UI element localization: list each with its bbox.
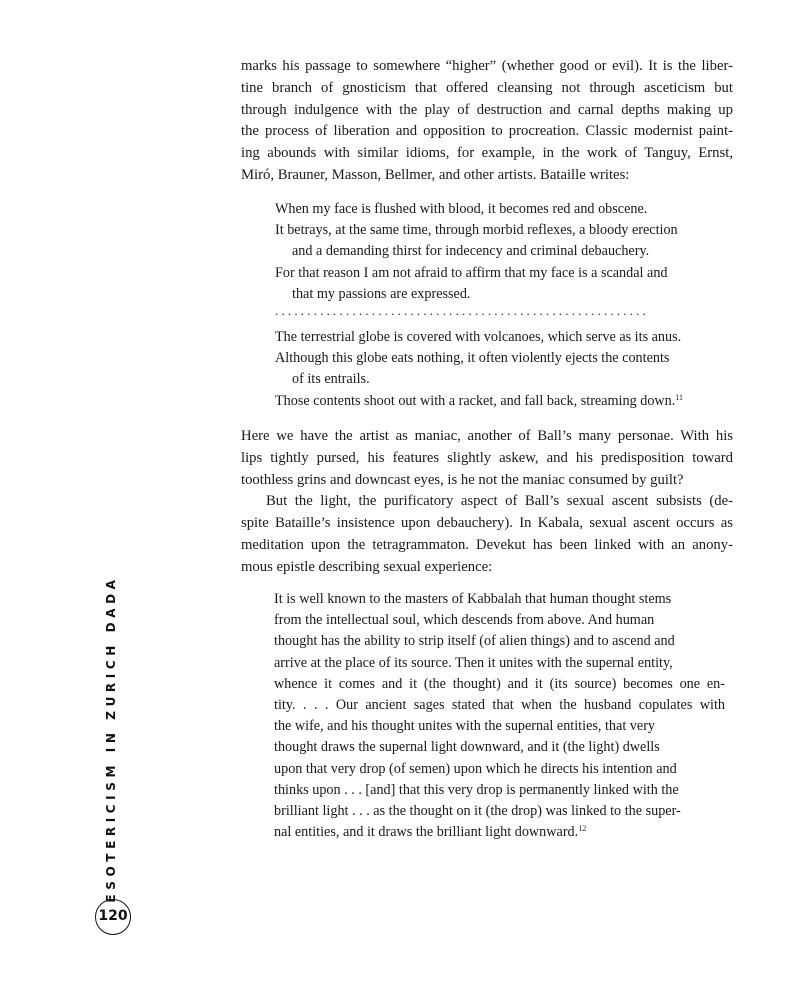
quote-line: whence it comes and it (the thought) and it (its source) becomes one en- xyxy=(274,675,725,692)
quote-line: It is well known to the masters of Kabbalah that human thought stems xyxy=(274,591,672,607)
quote-line: brilliant light . . . as the thought on it (the drop) was linked to the super- xyxy=(274,803,681,820)
quote-line: It betrays, at the same time, through morbid reflexes, a bloody erection xyxy=(275,222,678,239)
bataille-quote xyxy=(275,199,735,412)
quote-line-text: nal entities, and it draws the brilliant light downward. xyxy=(274,824,579,841)
footnote-ref: 12 xyxy=(578,824,587,834)
text-line: toothless grins and downcast eyes, is he not the maniac consumed by guilt? xyxy=(241,471,684,488)
body-text-top xyxy=(241,56,733,187)
text-line: But the light, the purificatory aspect of Ball’s sexual ascent subsists (de- xyxy=(266,493,733,510)
text-line: mous epistle describing sexual experience: xyxy=(241,558,493,575)
quote-line: The terrestrial globe is covered with volcanoes, which serve as its anus. xyxy=(275,329,682,346)
quote-line: from the intellectual soul, which descends from above. And human xyxy=(274,612,655,629)
text-line: through indulgence with the play of destruction and carnal depths making up xyxy=(241,101,733,118)
quote-line-text: Those contents shoot out with a racket, and fall back, streaming down. xyxy=(275,392,676,409)
text-line: meditation upon the tetragrammaton. Devekut has been linked with an anony- xyxy=(241,536,733,553)
text-line: ing abounds with similar idioms, for example, in the work of Tanguy, Ernst, xyxy=(241,145,733,162)
quote-line: arrive at the place of its source. Then it unites with the supernal entity, xyxy=(274,654,673,671)
quote-line: of its entrails. xyxy=(292,371,370,388)
text-line: lips tightly pursed, his features slightly askew, and his predisposition toward xyxy=(241,449,733,466)
quote-line: and a demanding thirst for indecency and criminal debauchery. xyxy=(292,243,650,260)
kabbalah-quote xyxy=(274,589,725,843)
quote-line: When my face is flushed with blood, it becomes red and obscene. xyxy=(275,201,648,217)
quote-line: upon that very drop (of semen) upon which he directs his intention and xyxy=(274,760,677,777)
footnote-ref: 11 xyxy=(675,392,684,402)
text-line: Miró, Brauner, Masson, Bellmer, and other artists. Bataille writes: xyxy=(241,166,630,183)
body-text-middle xyxy=(241,426,733,579)
quote-line xyxy=(275,391,735,412)
page-number: 120 xyxy=(95,899,131,935)
quote-line: thought draws the supernal light downward, and it (the light) dwells xyxy=(274,739,660,756)
text-line: tine branch of gnosticism that offered cleansing not through asceticism but xyxy=(241,79,733,96)
text-line: Here we have the artist as maniac, another of Ball’s many personae. With his xyxy=(241,428,733,444)
quote-line xyxy=(274,822,725,843)
ellipsis-divider: .......................................................... xyxy=(275,305,650,319)
quote-line: the wife, and his thought unites with the supernal entities, that very xyxy=(274,718,656,735)
quote-line: Although this globe eats nothing, it often violently ejects the contents xyxy=(275,350,670,367)
quote-line: thought has the ability to strip itself (of alien things) and to ascend and xyxy=(274,633,675,650)
quote-line: tity. . . . Our ancient sages stated that when the husband copulates with xyxy=(274,697,725,714)
quote-line: For that reason I am not afraid to affirm that my face is a scandal and xyxy=(275,264,668,281)
quote-line: that my passions are expressed. xyxy=(292,285,471,302)
text-line: marks his passage to somewhere “higher” (whether good or evil). It is the liber- xyxy=(241,58,733,74)
quote-line: thinks upon . . . [and] that this very drop is permanently linked with the xyxy=(274,781,679,798)
text-line: spite Bataille’s insistence upon debauchery). In Kabala, sexual ascent occurs as xyxy=(241,515,733,532)
text-line: the process of liberation and opposition to procreation. Classic modernist paint- xyxy=(241,123,733,140)
running-head: ESOTERICISM IN ZURICH DADA xyxy=(104,575,118,903)
